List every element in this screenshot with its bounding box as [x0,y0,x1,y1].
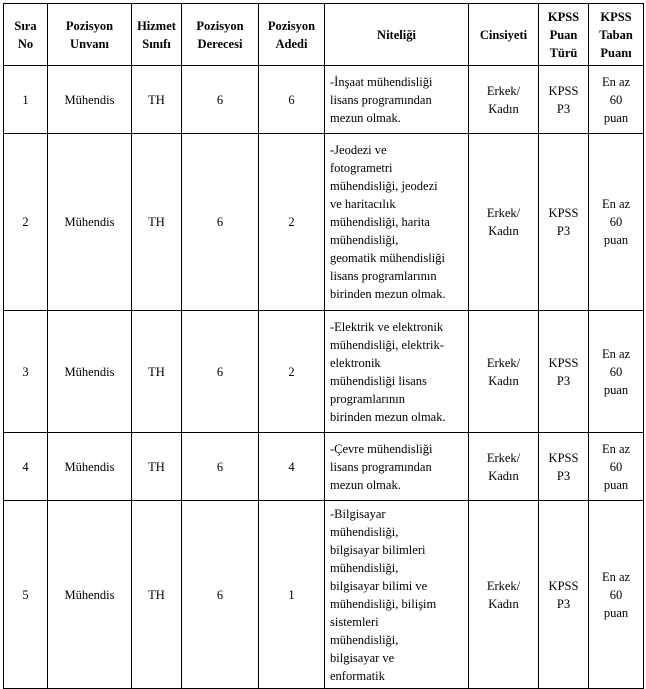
cell-sinif: TH [132,311,182,433]
cell-taban-puan: En az 60 puan [589,311,644,433]
cell-cinsiyet: Erkek/ Kadın [469,134,539,311]
cell-derece: 6 [182,134,259,311]
table-row [4,311,644,433]
cell-nitelik: -Çevre mühendisliği lisans programından mezun olmak. [325,433,469,501]
cell-taban-puan: En az 60 puan [589,433,644,501]
cell-adet: 2 [259,134,325,311]
table-row [4,134,644,311]
cell-unvan: Mühendis [48,501,132,689]
cell-sira: 4 [4,433,48,501]
cell-cinsiyet: Erkek/ Kadın [469,501,539,689]
cell-sira: 1 [4,66,48,134]
cell-puan-turu: KPSS P3 [539,501,589,689]
header-kpss-taban-puani: KPSS Taban Puanı [589,4,644,66]
header-cinsiyeti: Cinsiyeti [469,4,539,66]
header-hizmet-sinifi: Hizmet Sınıfı [132,4,182,66]
cell-sira: 3 [4,311,48,433]
header-kpss-puan-turu: KPSS Puan Türü [539,4,589,66]
table-row [4,433,644,501]
cell-sira: 5 [4,501,48,689]
cell-sira: 2 [4,134,48,311]
cell-unvan: Mühendis [48,433,132,501]
cell-cinsiyet: Erkek/ Kadın [469,66,539,134]
cell-nitelik: -Bilgisayar mühendisliği, bilgisayar bilimleri mühendisliği, bilgisayar bilimi ve mühendisliği, bilişim sistemleri mühendisliği, bilgisayar ve enformatik [325,501,469,689]
cell-puan-turu: KPSS P3 [539,433,589,501]
cell-adet: 6 [259,66,325,134]
cell-cinsiyet: Erkek/ Kadın [469,311,539,433]
positions-table [3,3,644,689]
cell-derece: 6 [182,311,259,433]
cell-puan-turu: KPSS P3 [539,311,589,433]
cell-nitelik: -İnşaat mühendisliği lisans programından mezun olmak. [325,66,469,134]
header-pozisyon-adedi: Pozisyon Adedi [259,4,325,66]
cell-nitelik: -Elektrik ve elektronik mühendisliği, elektrik- elektronik mühendisliği lisans programlarının birinden mezun olmak. [325,311,469,433]
cell-unvan: Mühendis [48,134,132,311]
cell-sinif: TH [132,134,182,311]
cell-unvan: Mühendis [48,66,132,134]
cell-derece: 6 [182,66,259,134]
cell-adet: 1 [259,501,325,689]
table-row [4,501,644,689]
cell-taban-puan: En az 60 puan [589,134,644,311]
cell-unvan: Mühendis [48,311,132,433]
header-niteligi: Niteliği [325,4,469,66]
cell-cinsiyet: Erkek/ Kadın [469,433,539,501]
cell-adet: 4 [259,433,325,501]
cell-derece: 6 [182,501,259,689]
cell-sinif: TH [132,501,182,689]
cell-puan-turu: KPSS P3 [539,134,589,311]
cell-taban-puan: En az 60 puan [589,501,644,689]
header-pozisyon-unvani: Pozisyon Unvanı [48,4,132,66]
cell-adet: 2 [259,311,325,433]
cell-derece: 6 [182,433,259,501]
header-pozisyon-derecesi: Pozisyon Derecesi [182,4,259,66]
table-row [4,66,644,134]
header-sira-no: Sıra No [4,4,48,66]
cell-sinif: TH [132,433,182,501]
cell-nitelik: -Jeodezi ve fotogrametri mühendisliği, jeodezi ve haritacılık mühendisliği, harita mühendisliği, geomatik mühendisliği lisans programlarının birinden mezun olmak. [325,134,469,311]
header-row [4,4,644,66]
cell-sinif: TH [132,66,182,134]
cell-taban-puan: En az 60 puan [589,66,644,134]
cell-puan-turu: KPSS P3 [539,66,589,134]
